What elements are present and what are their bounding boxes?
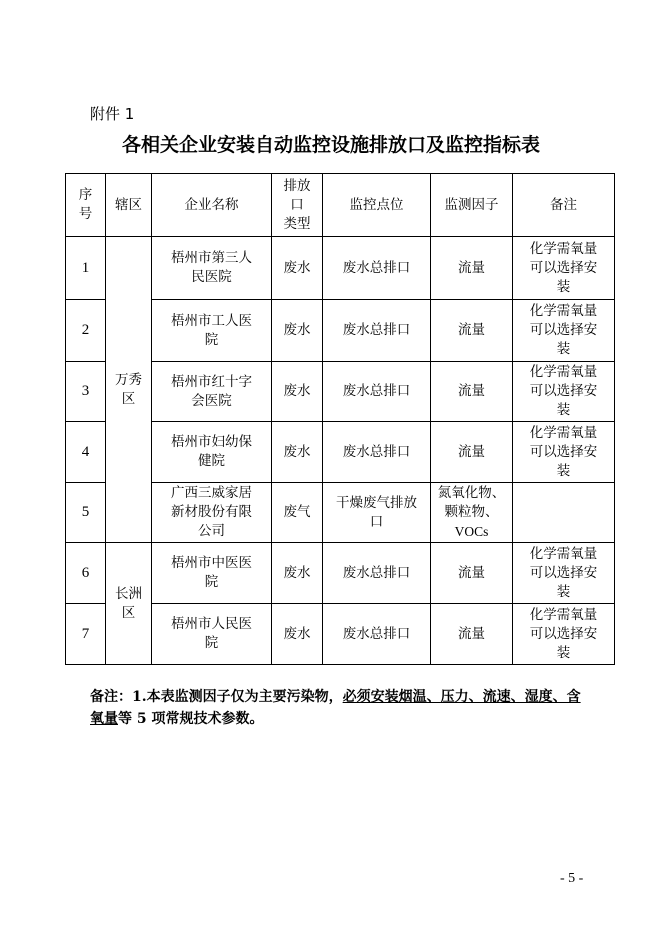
monitoring-table — [65, 173, 615, 665]
monitoring-point-cell: 废水总排口 — [323, 362, 431, 422]
remark-cell: 化学需氧量 可以选择安 装 — [513, 362, 615, 422]
row-index: 2 — [66, 300, 106, 362]
table-row — [66, 543, 615, 604]
monitoring-factor-cell: 流量 — [431, 362, 513, 422]
remark-cell: 化学需氧量 可以选择安 装 — [513, 300, 615, 362]
remark-cell: 化学需氧量 可以选择安 装 — [513, 543, 615, 604]
monitoring-factor-cell: 流量 — [431, 604, 513, 665]
remark-cell: 化学需氧量 可以选择安 装 — [513, 604, 615, 665]
row-index: 6 — [66, 543, 106, 604]
monitoring-factor-cell: 流量 — [431, 300, 513, 362]
outlet-type-cell: 废水 — [272, 300, 323, 362]
monitoring-factor-cell: 流量 — [431, 422, 513, 483]
header-outlet-type: 排放 口 类型 — [272, 174, 323, 237]
monitoring-point-cell: 废水总排口 — [323, 422, 431, 483]
outlet-type-cell: 废水 — [272, 604, 323, 665]
attachment-label: 附件 1 — [90, 105, 135, 123]
outlet-type-cell: 废水 — [272, 237, 323, 300]
outlet-type-cell: 废水 — [272, 362, 323, 422]
row-index: 3 — [66, 362, 106, 422]
remark-cell: 化学需氧量 可以选择安 装 — [513, 237, 615, 300]
header-monitoring-point: 监控点位 — [323, 174, 431, 237]
header-district: 辖区 — [106, 174, 152, 237]
outlet-type-cell: 废水 — [272, 422, 323, 483]
footnote: 备注：1.本表监测因子仅为主要污染物，必须安装烟温、压力、流速、湿度、含氧量等 5 项常规技术参数。 — [90, 689, 581, 727]
company-name-cell: 梧州市第三人 民医院 — [152, 237, 272, 300]
monitoring-point-cell: 废水总排口 — [323, 543, 431, 604]
page-number: - 5 - — [560, 871, 584, 886]
district-cell: 万秀 区 — [106, 237, 152, 543]
company-name-cell: 广西三威家居 新材股份有限 公司 — [152, 483, 272, 543]
monitoring-point-cell: 废水总排口 — [323, 604, 431, 665]
outlet-type-cell: 废气 — [272, 483, 323, 543]
row-index: 1 — [66, 237, 106, 300]
page-title: 各相关企业安装自动监控设施排放口及监控指标表 — [121, 134, 540, 156]
monitoring-point-cell: 废水总排口 — [323, 237, 431, 300]
monitoring-point-cell: 干燥废气排放 口 — [323, 483, 431, 543]
company-name-cell: 梧州市妇幼保 健院 — [152, 422, 272, 483]
outlet-type-cell: 废水 — [272, 543, 323, 604]
header-monitoring-factor: 监测因子 — [431, 174, 513, 237]
monitoring-factor-cell: 流量 — [431, 237, 513, 300]
table-row — [66, 237, 615, 300]
remark-cell — [513, 483, 615, 543]
footnote-underlined: 必须安装烟温、压力、流速、湿度、含氧量 — [90, 689, 581, 727]
monitoring-point-cell: 废水总排口 — [323, 300, 431, 362]
header-company: 企业名称 — [152, 174, 272, 237]
company-name-cell: 梧州市中医医 院 — [152, 543, 272, 604]
row-index: 5 — [66, 483, 106, 543]
header-index: 序 号 — [66, 174, 106, 237]
company-name-cell: 梧州市人民医 院 — [152, 604, 272, 665]
company-name-cell: 梧州市红十字 会医院 — [152, 362, 272, 422]
company-name-cell: 梧州市工人医 院 — [152, 300, 272, 362]
remark-cell: 化学需氧量 可以选择安 装 — [513, 422, 615, 483]
district-cell: 长洲 区 — [106, 543, 152, 665]
monitoring-factor-cell: 氮氧化物、 颗粒物、 VOCs — [431, 483, 513, 543]
row-index: 7 — [66, 604, 106, 665]
header-remark: 备注 — [513, 174, 615, 237]
monitoring-factor-cell: 流量 — [431, 543, 513, 604]
row-index: 4 — [66, 422, 106, 483]
table-header-row — [66, 174, 615, 237]
